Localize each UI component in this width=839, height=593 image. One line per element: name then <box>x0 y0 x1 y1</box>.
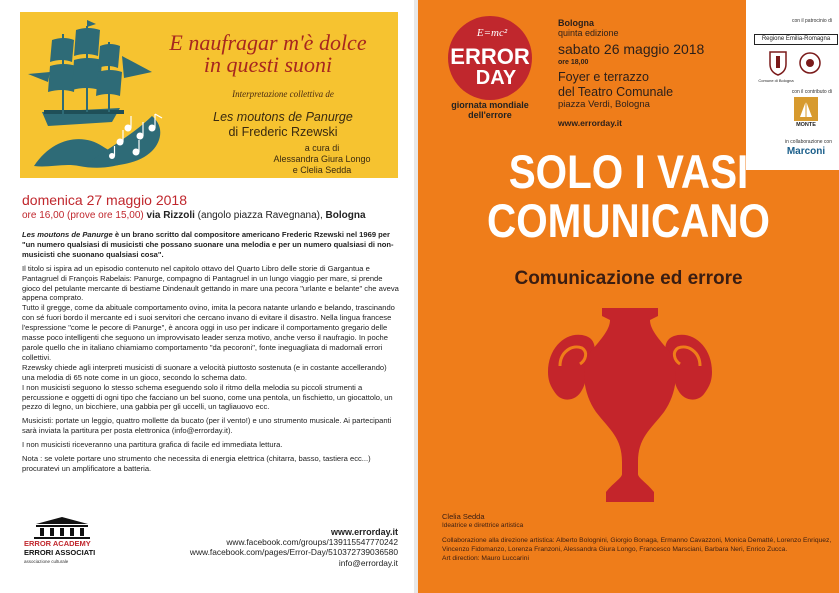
logo-sub-2: dell'errore <box>468 110 512 120</box>
event-date-right: sabato 26 maggio 2018 <box>558 41 705 57</box>
venue-line-2: del Teatro Comunale <box>558 85 674 99</box>
event-header-box <box>20 12 398 178</box>
event-edition: quinta edizione <box>558 28 619 38</box>
error-day-logo <box>444 12 542 122</box>
sponsor-marconi-logo: Marconi <box>786 146 826 157</box>
curated-by-label: a cura di <box>304 143 340 153</box>
sponsor-monte-name: MONTE <box>796 122 816 128</box>
event-venue-right <box>558 70 673 100</box>
academy-line-3: associazione culturale <box>24 559 69 564</box>
event-title-line1: E naufragar m'è dolce <box>169 30 367 55</box>
event-time-place <box>22 210 366 221</box>
event-title-line2: in questi suoni <box>203 52 333 77</box>
paragraph-4: I non musicisti seguono lo stesso schema eseguendo solo il ritmo della melodia su piccoli strumenti a percussione e oggetti di ogni tipo che facciano un bel suono, come una pentola, un fischietto, un giocattolo, un pezzo di legno, un bicchiere, una gabbia per gli uccelli, un tagliauovo ecc. <box>22 382 393 412</box>
academy-line-2: ERRORI ASSOCIATI <box>24 548 96 557</box>
vase-with-ears-illustration <box>546 306 714 506</box>
paragraph-5: Musicisti: portate un leggio, quattro mollette da bucato (per il vento!) e uno strumento musicale. Ai partecipanti sarà inviata la partitura per posta elettronica (info@errorday.it). <box>22 416 392 436</box>
sponsor-comune-crest <box>766 50 790 76</box>
event-city: Bologna <box>325 210 366 221</box>
sponsor-comune-crest-2 <box>798 50 822 76</box>
event-title <box>138 32 398 76</box>
author-name: Clelia Sedda <box>442 512 485 521</box>
curator-2: e Clelia Sedda <box>292 165 352 175</box>
headline-subtitle: Comunicazione ed errore <box>514 268 743 289</box>
curator-1: Alessandra Giura Longo <box>273 154 371 164</box>
event-address: piazza Verdi, Bologna <box>558 99 650 110</box>
venue-line-1: Foyer e terrazzo <box>558 70 650 84</box>
right-page <box>418 0 839 593</box>
credits-art-direction: Art direction: Mauro Luccarini <box>442 554 529 562</box>
error-academy-logo <box>24 517 134 567</box>
event-date: domenica 27 maggio 2018 <box>22 192 188 208</box>
artistic-director <box>442 512 523 530</box>
credits <box>442 537 832 564</box>
event-location-info <box>558 18 619 38</box>
paragraph-7: Nota : se volete portare uno strumento che necessita di energia elettrica (chitarra, basso, tastiera ecc...) procuratevi un amplificatore a batteria. <box>22 454 371 473</box>
contacts <box>180 527 398 568</box>
left-page <box>0 0 414 593</box>
work-author: di Frederic Rzewski <box>228 125 338 139</box>
contact-facebook-page-link[interactable]: www.facebook.com/pages/Error-Day/510372739036580 <box>189 547 398 558</box>
author-role: Ideatrice e direttrice artistica <box>442 522 524 529</box>
event-time: ore 16,00 (prove ore 15,00) <box>22 210 144 221</box>
intro-rest: è un brano scritto dal compositore americano Frederic Rzewski nel 1969 per "un numero qualsiasi di musicisti che possano suonare una melodia e per un numero qualsiasi di non-musicisti che suonano qualsiasi cosa". <box>22 230 394 259</box>
logo-formula: E=mc² <box>476 27 508 39</box>
logo-error: ERROR <box>450 44 530 69</box>
sponsor-regione-logo: Regione Emilia-Romagna <box>754 34 838 45</box>
intro-italic: Les moutons de Panurge <box>22 230 113 239</box>
contact-email-link[interactable]: info@errorday.it <box>338 557 398 568</box>
work-block <box>168 110 398 140</box>
paragraph-2: Tutto il gregge, come da abituale comportamento ovino, imita la pecora natante urlando e belando, trascinando con sé fuori bordo il mercante ed i suoi servitori che cercano invano di evitare il disastro. Nella lingua francese l'espressione "come le pecore di Panurge", è ancora oggi in uso per indicare il comportamento gregario delle masse poco intelligenti che seguono un improvvisato leader senza motivo, anche verso il naufragio. In poche parole quello che in italiano chiamiamo comportamento "da pecoroni", fonte ineguagliata di madornali errori collettivi. <box>22 303 395 362</box>
credits-collaboration: Collaborazione alla direzione artistica: Alberto Bolognini, Giorgio Bonaga, Ermanno Cavazzoni, Monica Dematté, Lorenzo Enriquez, Vincenzo Fidomanzo, Lorenza Franzoni, Alessandra Giura Longo, Francesco Marsciani, Barbara Neri, Enrico Zucca. <box>442 537 832 553</box>
event-website-link[interactable]: www.errorday.it <box>558 118 622 128</box>
academy-line-1: ERROR ACADEMY <box>24 539 91 548</box>
sponsor-comune-name: Comune di Bologna <box>758 78 794 83</box>
event-venue-detail: (angolo piazza Ravegnana), <box>197 210 323 221</box>
paragraph-3: Rzewsky chiede agli interpreti musicisti di suonare a velocità piuttosto sostenuta (e in costante accellerando) una melodia di 65 note come in un gioco, secondo lo schema dato. <box>22 362 387 382</box>
event-venue: via Rizzoli <box>146 210 195 221</box>
logo-day: DAY <box>475 67 517 89</box>
logo-sub-1: giornata mondiale <box>451 100 529 110</box>
collaboration-label: in collaborazione con <box>785 139 832 145</box>
curators <box>242 143 402 176</box>
headline-line-1: SOLO I VASI <box>508 145 749 198</box>
sponsors-panel <box>746 0 839 170</box>
interpretation-label: Interpretazione collettiva de <box>232 89 334 99</box>
headline-line-2: COMUNICANO <box>487 194 770 247</box>
contact-site-link[interactable]: www.errorday.it <box>330 527 398 537</box>
description <box>22 230 400 474</box>
patronage-label: con il patrocinio di <box>791 18 832 24</box>
intro-paragraph <box>22 230 400 260</box>
paragraph-6: I non musicisti riceveranno una partitura grafica di facile ed immediata lettura. <box>22 440 283 450</box>
temple-icon <box>32 517 92 539</box>
paragraph-1: Il titolo si ispira ad un episodio contenuto nel capitolo ottavo del Quarto Libro delle storie di Gargantua e Pantagruel di François Rabelais: Panurge, compagno di Pantagruel in un lungo viaggio per mare, si prende gioco del petulante mercante di bestiame Dindenault gettando in mare una pecora "urlante e belante" che aveva appena comprato. <box>22 263 399 303</box>
event-city-right: Bologna <box>558 18 594 28</box>
contribution-label: con il contributo di <box>791 89 832 95</box>
event-hour: ore 18,00 <box>558 59 589 66</box>
sponsor-monte-logo <box>794 97 818 121</box>
work-title: Les moutons de Panurge <box>213 110 353 124</box>
contact-facebook-group-link[interactable]: www.facebook.com/groups/139115547770242 <box>226 537 398 548</box>
